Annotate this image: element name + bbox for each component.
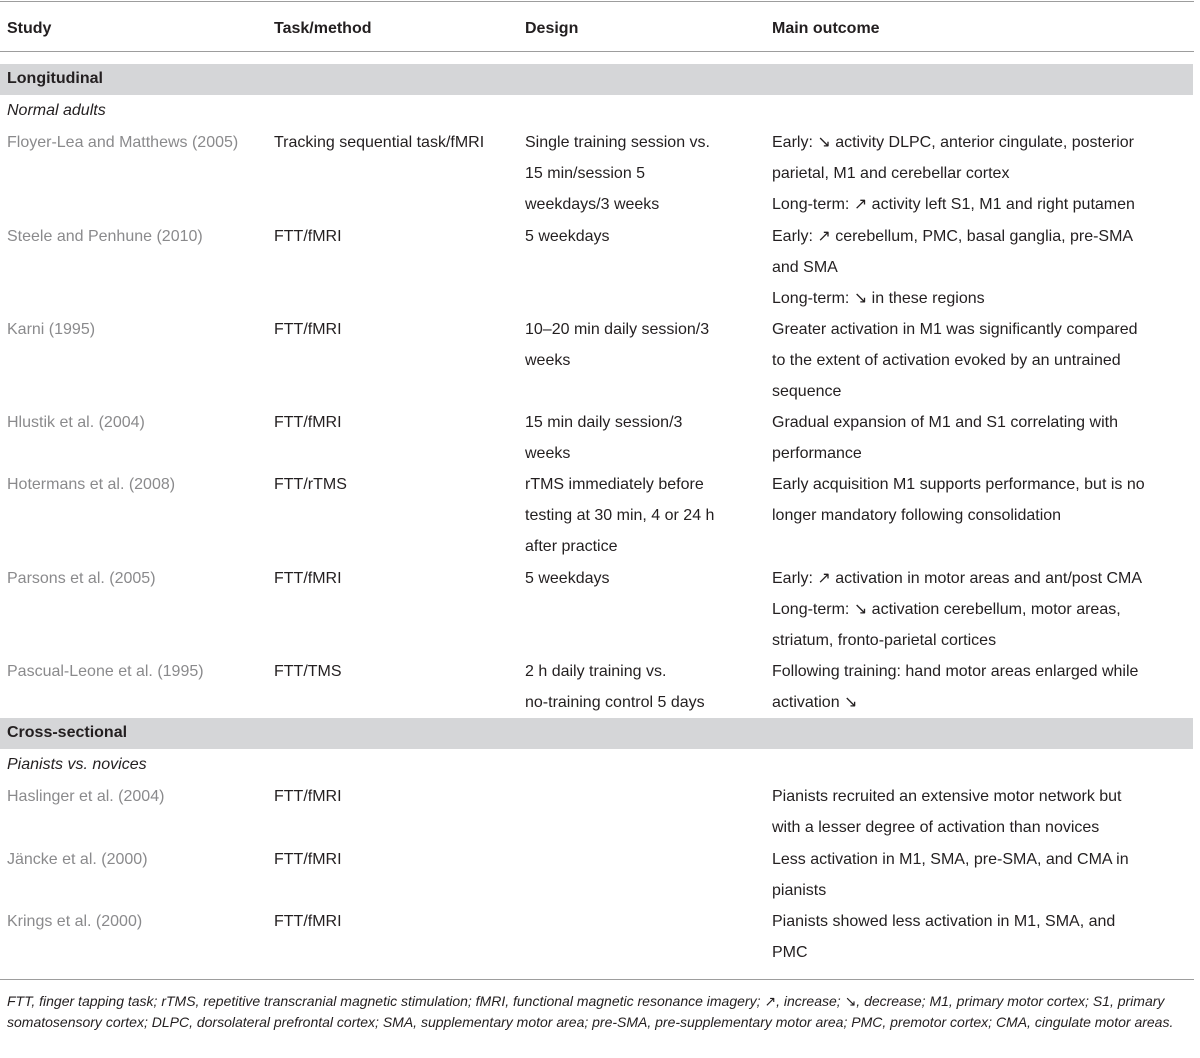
design-cell	[525, 656, 765, 718]
design-cell-line: 10–20 min daily session/3	[525, 321, 710, 338]
outcome-cell-line: Pianists showed less activation in M1, SMA, and	[772, 913, 1116, 930]
task-cell: FTT/fMRI	[274, 228, 342, 245]
task-cell: FTT/fMRI	[274, 788, 342, 805]
design-cell	[525, 469, 765, 562]
outcome-cell-line: to the extent of activation evoked by an untrained	[772, 352, 1121, 369]
outcome-cell	[772, 563, 1190, 656]
design-cell-line: no-training control 5 days	[525, 694, 705, 711]
header-task-method: Task/method	[274, 20, 372, 37]
section-title: Longitudinal	[7, 70, 103, 87]
study-cell: Hlustik et al. (2004)	[7, 414, 145, 431]
task-cell: FTT/fMRI	[274, 321, 342, 338]
outcome-cell-line: Following training: hand motor areas enlarged while	[772, 663, 1139, 680]
outcome-cell-line: performance	[772, 445, 862, 462]
outcome-cell-line: PMC	[772, 944, 808, 961]
outcome-cell-line: with a lesser degree of activation than novices	[772, 819, 1100, 836]
section-title: Cross-sectional	[7, 724, 128, 741]
task-cell: FTT/fMRI	[274, 851, 342, 868]
study-cell: Hotermans et al. (2008)	[7, 476, 176, 493]
study-cell: Floyer-Lea and Matthews (2005)	[7, 134, 239, 151]
subgroup-normal-adults: Normal adults	[7, 102, 106, 119]
section-cross-sectional	[0, 718, 1193, 749]
outcome-cell	[772, 656, 1190, 718]
design-cell	[525, 563, 765, 594]
outcome-cell-line: Less activation in M1, SMA, pre-SMA, and CMA in	[772, 851, 1129, 868]
task-cell: FTT/TMS	[274, 663, 342, 680]
design-cell-line: testing at 30 min, 4 or 24 h	[525, 507, 715, 524]
design-cell-line: weeks	[525, 445, 571, 462]
outcome-cell-line: Early: ↗ cerebellum, PMC, basal ganglia, pre-SMA	[772, 228, 1134, 245]
outcome-cell-line: Early: ↘ activity DLPC, anterior cingulate, posterior	[772, 134, 1134, 151]
subgroup-pianists-vs-novices: Pianists vs. novices	[7, 756, 147, 773]
outcome-cell-line: Early acquisition M1 supports performance, but is no	[772, 476, 1145, 493]
design-cell-line: 5 weekdays	[525, 570, 610, 587]
top-rule	[0, 1, 1194, 2]
design-cell	[525, 221, 765, 252]
outcome-cell-line: pianists	[772, 882, 827, 899]
design-cell	[525, 407, 765, 469]
study-cell: Pascual-Leone et al. (1995)	[7, 663, 204, 680]
bottom-rule	[0, 979, 1194, 980]
task-cell: FTT/rTMS	[274, 476, 347, 493]
task-cell: FTT/fMRI	[274, 414, 342, 431]
study-cell: Karni (1995)	[7, 321, 96, 338]
section-longitudinal	[0, 64, 1193, 95]
header-study: Study	[7, 20, 52, 37]
outcome-cell-line: parietal, M1 and cerebellar cortex	[772, 165, 1010, 182]
outcome-cell-line: striatum, fronto-parietal cortices	[772, 632, 997, 649]
outcome-cell-line: Long-term: ↘ activation cerebellum, motor areas,	[772, 601, 1121, 618]
design-cell-line: rTMS immediately before	[525, 476, 704, 493]
design-cell-line: 15 min daily session/3	[525, 414, 683, 431]
outcome-cell-line: Gradual expansion of M1 and S1 correlating with	[772, 414, 1118, 431]
design-cell-line: weeks	[525, 352, 571, 369]
study-cell: Steele and Penhune (2010)	[7, 228, 203, 245]
design-cell-line: 2 h daily training vs.	[525, 663, 667, 680]
outcome-cell	[772, 781, 1190, 843]
outcome-cell	[772, 906, 1190, 968]
study-cell: Krings et al. (2000)	[7, 913, 143, 930]
design-cell-line: 15 min/session 5	[525, 165, 646, 182]
task-cell: FTT/fMRI	[274, 913, 342, 930]
outcome-cell-line: Long-term: ↗ activity left S1, M1 and right putamen	[772, 196, 1135, 213]
table-footnote: FTT, finger tapping task; rTMS, repetitive transcranial magnetic stimulation; fMRI, functional magnetic resonance imagery; ↗, increase; ↘, decrease; M1, primary motor cortex; S1, primary somatosensory cortex; DLPC, dorsolateral prefrontal cortex; SMA, supplementary motor area; pre-SMA, pre-supplementary motor area; PMC, premotor cortex; CMA, cingulate motor areas.	[7, 993, 1174, 1030]
study-cell: Jäncke et al. (2000)	[7, 851, 148, 868]
outcome-cell-line: Pianists recruited an extensive motor network but	[772, 788, 1122, 805]
outcome-cell-line: sequence	[772, 383, 842, 400]
header-main-outcome: Main outcome	[772, 20, 880, 37]
design-cell-line: Single training session vs.	[525, 134, 710, 151]
study-cell: Haslinger et al. (2004)	[7, 788, 165, 805]
task-cell: FTT/fMRI	[274, 570, 342, 587]
outcome-cell-line: Early: ↗ activation in motor areas and ant/post CMA	[772, 570, 1143, 587]
header-design: Design	[525, 20, 579, 37]
header-rule	[0, 51, 1194, 52]
outcome-cell	[772, 844, 1190, 906]
design-cell-line: after practice	[525, 538, 618, 555]
study-cell: Parsons et al. (2005)	[7, 570, 156, 587]
outcome-cell	[772, 314, 1190, 407]
task-cell: Tracking sequential task/fMRI	[274, 134, 485, 151]
design-cell-line: weekdays/3 weeks	[525, 196, 660, 213]
outcome-cell-line: Greater activation in M1 was significantly compared	[772, 321, 1138, 338]
outcome-cell-line: Long-term: ↘ in these regions	[772, 290, 985, 307]
outcome-cell	[772, 127, 1190, 220]
outcome-cell	[772, 407, 1190, 469]
outcome-cell	[772, 469, 1190, 531]
outcome-cell-line: and SMA	[772, 259, 838, 276]
outcome-cell-line: activation ↘	[772, 694, 858, 711]
design-cell-line: 5 weekdays	[525, 228, 610, 245]
design-cell	[525, 127, 765, 220]
outcome-cell	[772, 221, 1190, 314]
design-cell	[525, 314, 765, 376]
outcome-cell-line: longer mandatory following consolidation	[772, 507, 1062, 524]
